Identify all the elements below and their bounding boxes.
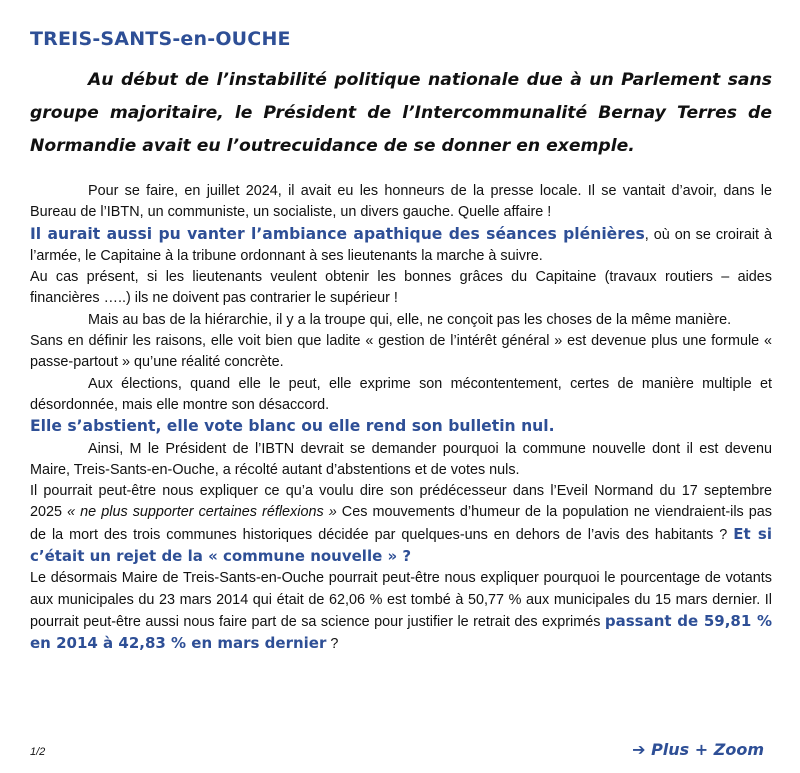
paragraph-6-text: Aux élections, quand elle le peut, elle exprime son mécontentement, certes de manière multiple et désordonnée, mais elle montre son désaccord.	[30, 375, 772, 413]
paragraph-10-text: Le désormais Maire de Treis-Sants-en-Ouche pourrait peut-être nous expliquer pourquoi le pourcentage de votants aux municipales du 23 mars 2014 qui était de 62,06 % est tombé à 50,77 % aux municipales du 15 mars dernier. Il pourrait peut-être aussi nous faire part de sa science pour justifier le retrait des exprimés	[30, 570, 772, 630]
lead-paragraph	[30, 64, 772, 163]
paragraph-9	[30, 481, 772, 568]
paragraph-10	[30, 568, 772, 655]
highlight-text: Et si c’était un rejet de la « commune nouvelle » ?	[30, 524, 772, 566]
paragraph-4	[30, 310, 772, 331]
paragraph-5-text: Sans en définir les raisons, elle voit bien que ladite « gestion de l’intérêt général » est devenue plus une formule « passe-partout » qu’une réalité concrète.	[30, 333, 772, 371]
paragraph-10-end: ?	[326, 636, 339, 653]
paragraph-4-text: Mais au bas de la hiérarchie, il y a la troupe qui, elle, ne conçoit pas les choses de la même manière.	[88, 311, 732, 328]
paragraph-1-text: Pour se faire, en juillet 2024, il avait eu les honneurs de la presse locale. Il se vantait d’avoir, dans le Bureau de l’IBTN, un communiste, un socialiste, un divers gauche. Quelle affaire !	[30, 183, 772, 221]
paragraph-2-text: , où on se croirait à l’armée, le Capitaine à la tribune ordonnant à ses lieutenants la marche à suivre.	[30, 226, 772, 264]
more-zoom-link[interactable]: ➔ Plus + Zoom	[632, 740, 764, 759]
page-number: 1/2	[30, 746, 46, 758]
quote-text: « ne plus supporter certaines réflexions »	[67, 504, 337, 521]
highlight-text: Elle s’abstient, elle vote blanc ou elle rend son bulletin nul.	[30, 417, 555, 436]
paragraph-5	[30, 331, 772, 374]
paragraph-8	[30, 439, 772, 482]
highlight-text: passant de 59,81 % en 2014 à 42,83 % en mars dernier	[30, 611, 772, 653]
document-page	[30, 28, 772, 656]
paragraph-2	[30, 224, 772, 268]
paragraph-1	[30, 181, 772, 224]
paragraph-7	[30, 416, 772, 438]
paragraph-9-text: Il pourrait peut-être nous expliquer ce qu’a voulu dire son prédécesseur dans l’Eveil Normand du 17 septembre 2025	[30, 483, 772, 521]
page-footer	[30, 740, 772, 762]
lead-text: Au début de l’instabilité politique nationale due à un Parlement sans groupe majoritaire, le Président de l’Intercommunalité Bernay Terres de Normandie avait eu l’outrecuidance de se donner en exemple.	[30, 70, 772, 156]
page-title: TREIS-SANTS-en-OUCHE	[30, 28, 291, 50]
article-body	[30, 181, 772, 656]
paragraph-9-text-b: Ces mouvements d’humeur de la population ne viendraient-ils pas de la mort des trois communes historiques décidée par quelques-uns en dehors de l’avis des habitants ?	[30, 504, 772, 543]
highlight-text: Il aurait aussi pu vanter l’ambiance apathique des séances plénières	[30, 224, 645, 243]
paragraph-6	[30, 374, 772, 417]
paragraph-3	[30, 267, 772, 310]
paragraph-3-text: Au cas présent, si les lieutenants veulent obtenir les bonnes grâces du Capitaine (travaux routiers – aides financières …..) ils ne doivent pas contrarier le supérieur !	[30, 269, 772, 307]
paragraph-8-text: Ainsi, M le Président de l’IBTN devrait se demander pourquoi la commune nouvelle dont il est devenu Maire, Treis-Sants-en-Ouche, a récolté autant d’abstentions et de votes nuls.	[30, 440, 772, 478]
